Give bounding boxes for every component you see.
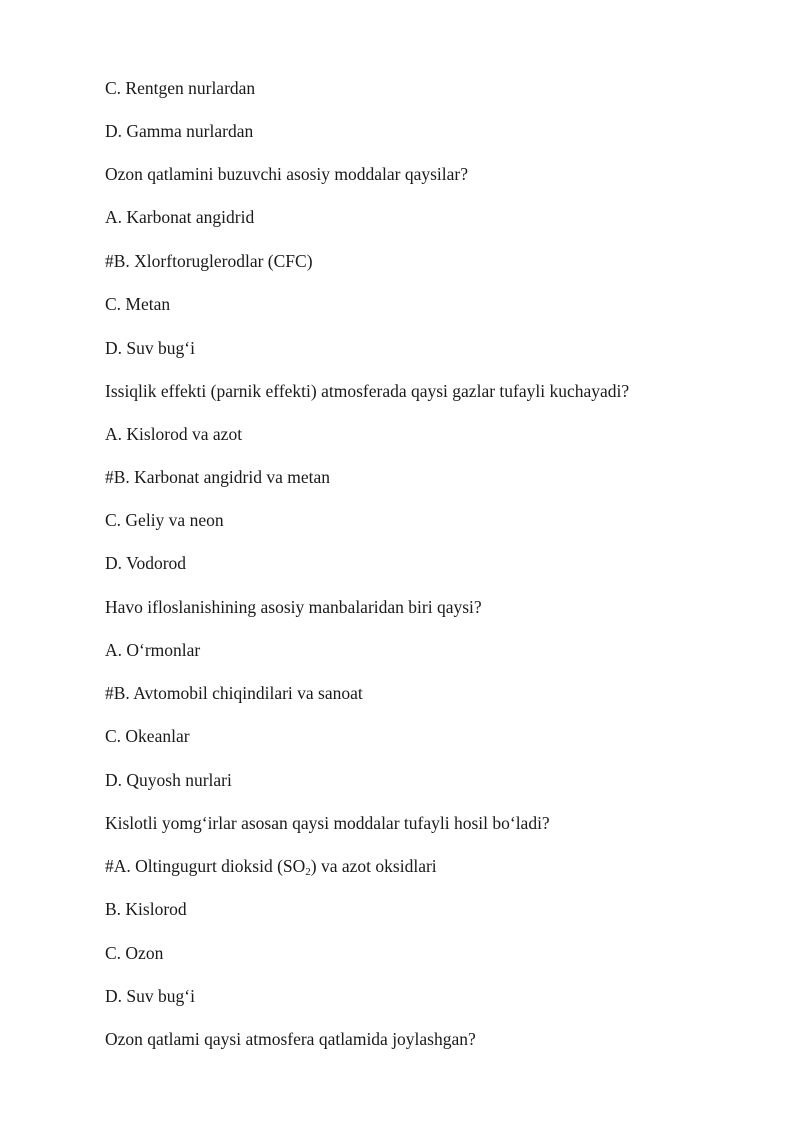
answer-option-b: B. Kislorod (105, 899, 187, 919)
answer-text-after: ) va azot oksidlari (310, 856, 437, 876)
answer-option-d: D. Quyosh nurlari (105, 770, 232, 790)
answer-option-a-correct (105, 855, 437, 877)
answer-option-a: A. Karbonat angidrid (105, 207, 255, 227)
answer-option-d: D. Suv bug‘i (105, 338, 195, 358)
question-text: Havo ifloslanishining asosiy manbalaridan biri qaysi? (105, 597, 482, 617)
answer-option-b-correct: #B. Karbonat angidrid va metan (105, 467, 331, 487)
answer-option-c: C. Okeanlar (105, 726, 190, 746)
answer-option-d: D. Vodorod (105, 553, 187, 573)
question-text: Ozon qatlamini buzuvchi asosiy moddalar qaysilar? (105, 164, 469, 184)
question-text: Kislotli yomg‘irlar asosan qaysi moddalar tufayli hosil bo‘ladi? (105, 813, 550, 833)
answer-option-d: D. Suv bug‘i (105, 986, 195, 1006)
question-text: Issiqlik effekti (parnik effekti) atmosferada qaysi gazlar tufayli kuchayadi? (105, 381, 630, 401)
answer-option-a: A. Kislorod va azot (105, 424, 243, 444)
subscript: 2 (305, 866, 311, 878)
answer-option-c: C. Ozon (105, 943, 164, 963)
answer-option-d: D. Gamma nurlardan (105, 121, 254, 141)
answer-option-c: C. Rentgen nurlardan (105, 78, 256, 98)
answer-option-a: A. O‘rmonlar (105, 640, 201, 660)
answer-option-b-correct: #B. Avtomobil chiqindilari va sanoat (105, 683, 363, 703)
answer-text-before: #A. Oltingugurt dioksid (SO (105, 856, 306, 876)
question-text: Ozon qatlami qaysi atmosfera qatlamida joylashgan? (105, 1029, 476, 1049)
answer-option-b-correct: #B. Xlorftoruglerodlar (CFC) (105, 251, 313, 271)
answer-option-c: C. Geliy va neon (105, 510, 224, 530)
answer-option-c: C. Metan (105, 294, 171, 314)
